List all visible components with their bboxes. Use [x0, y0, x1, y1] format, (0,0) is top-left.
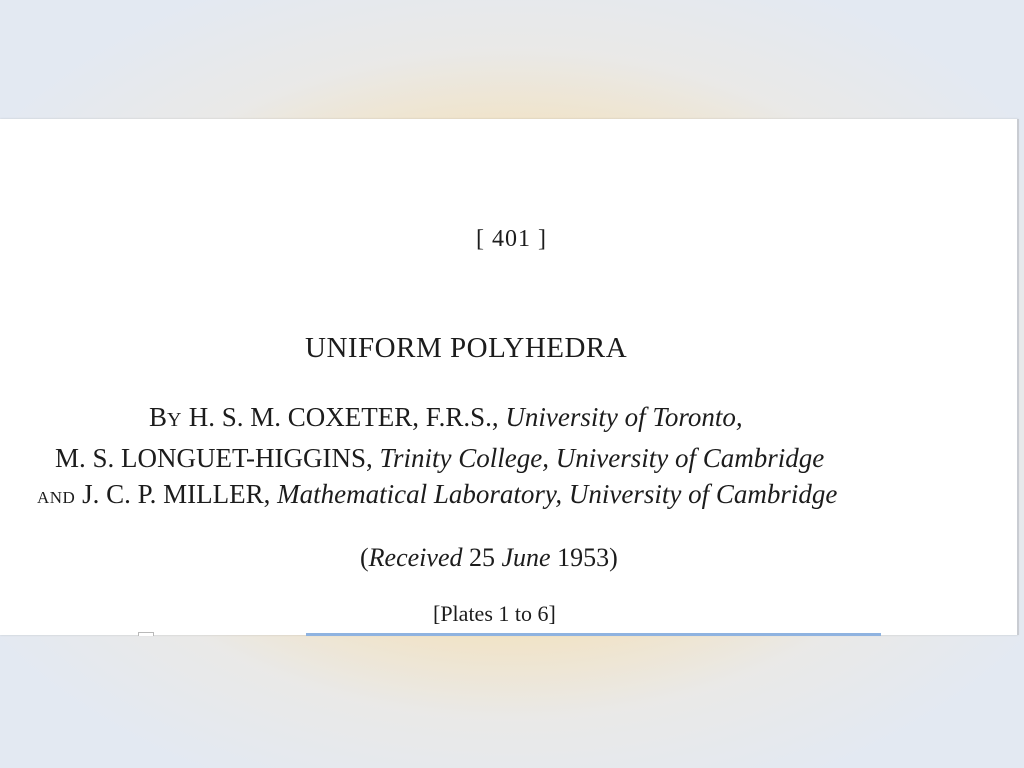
selection-bar — [306, 633, 881, 636]
received-month: June — [501, 543, 551, 572]
page-edge — [1017, 119, 1019, 635]
received-date — [360, 543, 618, 573]
author-name: H. S. M. COXETER, F.R.S., — [188, 402, 499, 432]
author-affiliation: University of Toronto, — [505, 402, 743, 432]
by-prefix-cap: B — [149, 402, 168, 432]
by-prefix-small: Y — [167, 409, 182, 431]
author-line-3 — [37, 479, 837, 510]
author-affiliation: Trinity College, — [379, 443, 550, 473]
received-day: 25 — [468, 543, 495, 572]
plates-note: [Plates 1 to 6] — [433, 601, 556, 626]
and-prefix: AND — [37, 488, 76, 507]
author-line-2 — [55, 443, 824, 474]
author-name: M. S. LONGUET-HIGGINS, — [55, 443, 373, 473]
received-label: Received — [368, 543, 463, 572]
author-affiliation: University of Cambridge — [568, 479, 838, 509]
author-affiliation: University of Cambridge — [555, 443, 825, 473]
paper-title: UNIFORM POLYHEDRA — [305, 332, 628, 364]
author-line-1 — [149, 402, 743, 433]
scanned-page — [0, 119, 1018, 635]
received-year: 1953 — [557, 543, 610, 572]
page-number: [ 401 ] — [476, 226, 547, 252]
paren-open: ( — [360, 543, 369, 572]
author-affiliation: Mathematical Laboratory, — [277, 479, 563, 509]
scan-artifact — [138, 632, 154, 636]
author-name: J. C. P. MILLER, — [82, 479, 271, 509]
paren-close: ) — [609, 543, 618, 572]
